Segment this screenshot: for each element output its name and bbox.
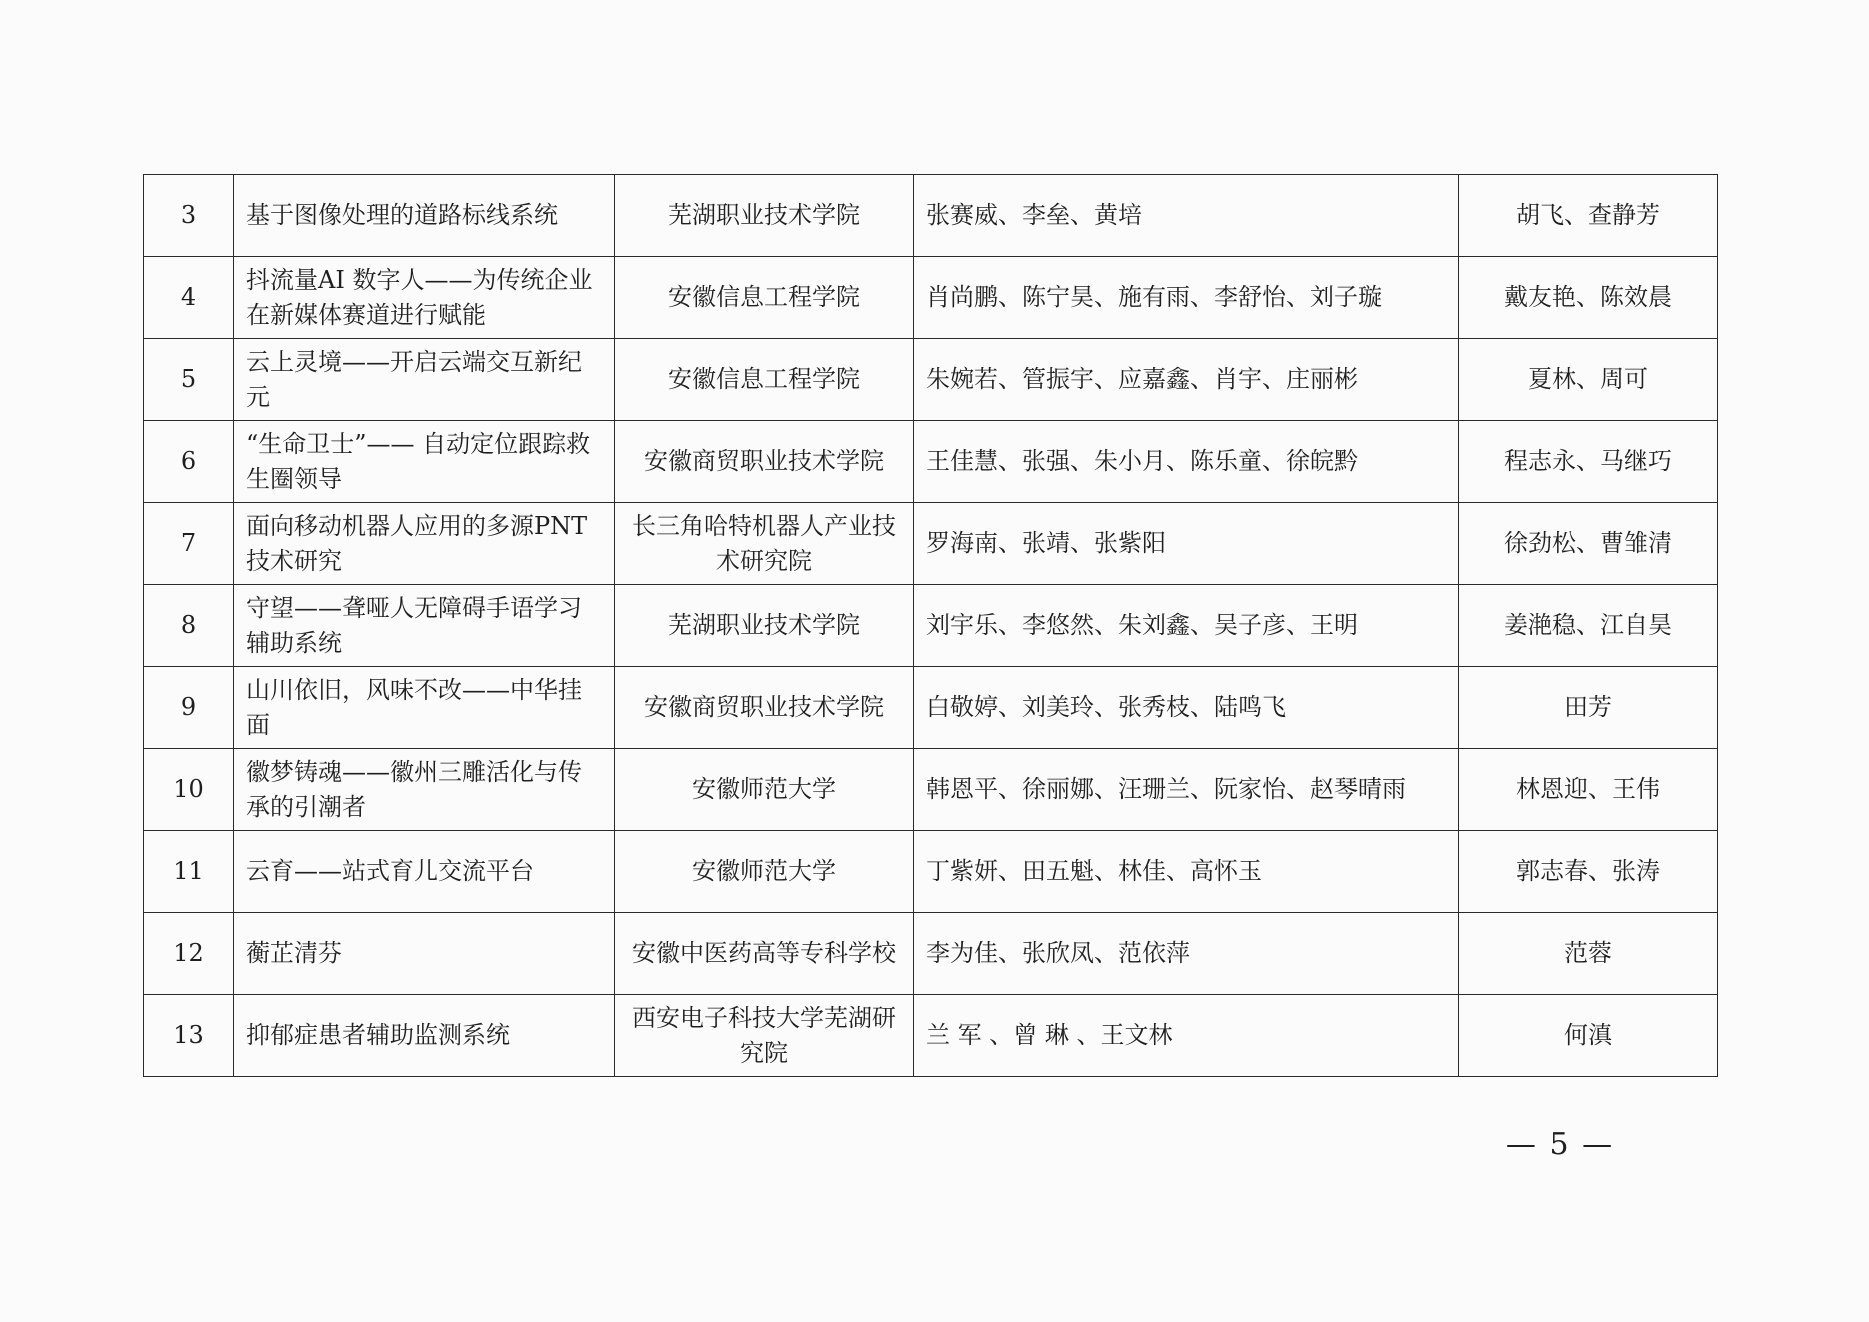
school-cell: 安徽师范大学 <box>615 749 914 831</box>
advisors-cell: 何滇 <box>1459 995 1718 1077</box>
advisors-cell: 姜滟稳、江自昊 <box>1459 585 1718 667</box>
project-name-cell: “生命卫士”—— 自动定位跟踪救生圈领导 <box>234 421 615 503</box>
row-number-cell: 9 <box>144 667 234 749</box>
members-cell: 韩恩平、徐丽娜、汪珊兰、阮家怡、赵琴晴雨 <box>914 749 1459 831</box>
project-name-cell: 徽梦铸魂——徽州三雕活化与传承的引潮者 <box>234 749 615 831</box>
advisors-cell: 胡飞、查静芳 <box>1459 175 1718 257</box>
project-name-cell: 抖流量AI 数字人——为传统企业在新媒体赛道进行赋能 <box>234 257 615 339</box>
school-cell: 安徽信息工程学院 <box>615 257 914 339</box>
school-cell: 安徽商贸职业技术学院 <box>615 421 914 503</box>
row-number-cell: 6 <box>144 421 234 503</box>
project-name-cell: 云上灵境——开启云端交互新纪元 <box>234 339 615 421</box>
advisors-cell: 郭志春、张涛 <box>1459 831 1718 913</box>
row-number-cell: 10 <box>144 749 234 831</box>
table-row <box>144 257 1718 339</box>
advisors-cell: 范蓉 <box>1459 913 1718 995</box>
project-name-cell: 云育——站式育儿交流平台 <box>234 831 615 913</box>
page-number: — 5 — <box>1505 1127 1615 1162</box>
project-name-cell: 蘅芷清芬 <box>234 913 615 995</box>
school-cell: 安徽信息工程学院 <box>615 339 914 421</box>
members-cell: 朱婉若、管振宇、应嘉鑫、肖宇、庄丽彬 <box>914 339 1459 421</box>
project-name-cell: 山川依旧，风味不改——中华挂面 <box>234 667 615 749</box>
table-row <box>144 831 1718 913</box>
school-cell: 芜湖职业技术学院 <box>615 175 914 257</box>
table-row <box>144 585 1718 667</box>
row-number-cell: 7 <box>144 503 234 585</box>
table-row <box>144 421 1718 503</box>
advisors-cell: 夏林、周可 <box>1459 339 1718 421</box>
school-cell: 安徽中医药高等专科学校 <box>615 913 914 995</box>
school-cell: 安徽商贸职业技术学院 <box>615 667 914 749</box>
row-number-cell: 11 <box>144 831 234 913</box>
members-cell: 李为佳、张欣凤、范依萍 <box>914 913 1459 995</box>
advisors-cell: 徐劲松、曹雏清 <box>1459 503 1718 585</box>
table-row <box>144 503 1718 585</box>
school-cell: 芜湖职业技术学院 <box>615 585 914 667</box>
table-row <box>144 339 1718 421</box>
school-cell: 长三角哈特机器人产业技术研究院 <box>615 503 914 585</box>
members-cell: 张赛威、李垒、黄培 <box>914 175 1459 257</box>
award-table-body <box>144 175 1718 1077</box>
project-name-cell: 面向移动机器人应用的多源PNT 技术研究 <box>234 503 615 585</box>
members-cell: 肖尚鹏、陈宁昊、施有雨、李舒怡、刘子璇 <box>914 257 1459 339</box>
members-cell: 白敬婷、刘美玲、张秀枝、陆鸣飞 <box>914 667 1459 749</box>
project-name-cell: 守望——聋哑人无障碍手语学习辅助系统 <box>234 585 615 667</box>
table-row <box>144 995 1718 1077</box>
row-number-cell: 13 <box>144 995 234 1077</box>
table-row <box>144 749 1718 831</box>
row-number-cell: 4 <box>144 257 234 339</box>
members-cell: 兰 军 、曾 琳 、王文林 <box>914 995 1459 1077</box>
row-number-cell: 8 <box>144 585 234 667</box>
project-name-cell: 抑郁症患者辅助监测系统 <box>234 995 615 1077</box>
table-row <box>144 667 1718 749</box>
advisors-cell: 田芳 <box>1459 667 1718 749</box>
table-row <box>144 913 1718 995</box>
members-cell: 王佳慧、张强、朱小月、陈乐童、徐皖黔 <box>914 421 1459 503</box>
members-cell: 丁紫妍、田五魁、林佳、高怀玉 <box>914 831 1459 913</box>
row-number-cell: 5 <box>144 339 234 421</box>
members-cell: 刘宇乐、李悠然、朱刘鑫、吴子彦、王明 <box>914 585 1459 667</box>
row-number-cell: 12 <box>144 913 234 995</box>
project-name-cell: 基于图像处理的道路标线系统 <box>234 175 615 257</box>
award-table <box>143 174 1718 1077</box>
row-number-cell: 3 <box>144 175 234 257</box>
advisors-cell: 戴友艳、陈效晨 <box>1459 257 1718 339</box>
advisors-cell: 程志永、马继巧 <box>1459 421 1718 503</box>
table-row <box>144 175 1718 257</box>
school-cell: 西安电子科技大学芜湖研究院 <box>615 995 914 1077</box>
members-cell: 罗海南、张靖、张紫阳 <box>914 503 1459 585</box>
school-cell: 安徽师范大学 <box>615 831 914 913</box>
advisors-cell: 林恩迎、王伟 <box>1459 749 1718 831</box>
